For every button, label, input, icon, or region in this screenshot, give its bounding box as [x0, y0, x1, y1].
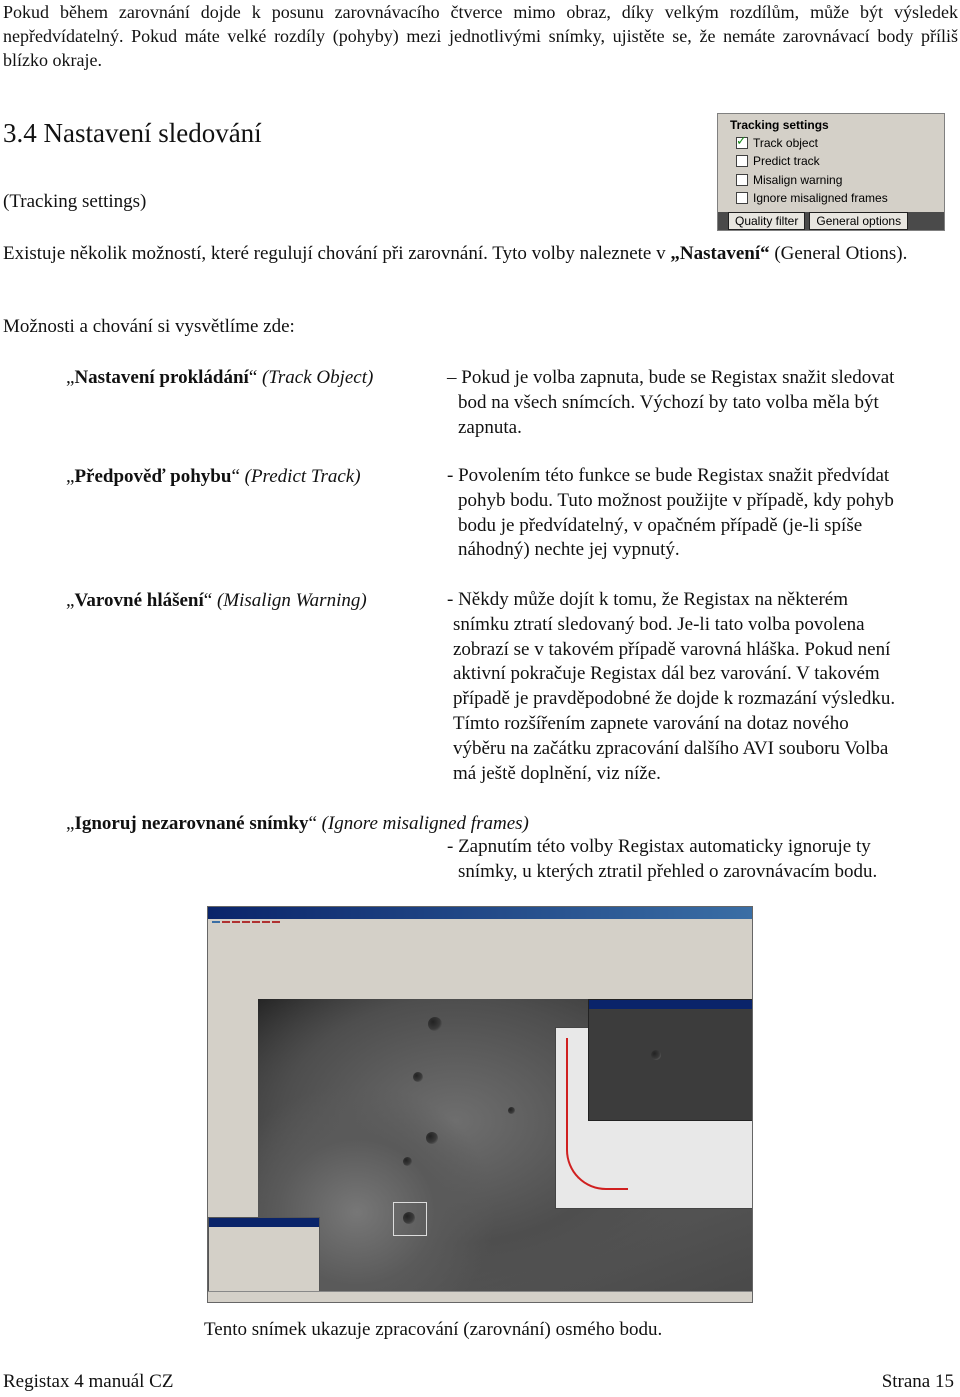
- checkbox-label: Ignore misaligned frames: [753, 191, 888, 205]
- predict-track-checkbox[interactable]: [736, 154, 820, 168]
- option-term-track-object: „Nastavení prokládání“ (Track Object): [66, 367, 374, 388]
- option-desc-misalign-warning: - Někdy může dojít k tomu, že Registax na některém snímku ztratí sledovaný bod. Je-li tato volba povolena zobrazí se v takovém případě varovná hláška. Pokud není aktivní pokračuje Registax dál bez varování. V takovém případě je pravděpodobné že dojde k rozmazání výsledku. Tímto rozšířením zapnete varování na dotaz nového výběru na začátku zpracování dalšího AVI souboru Volba má ještě doplnění, viz níže.: [447, 589, 896, 784]
- general-options-button[interactable]: General options: [809, 212, 908, 230]
- registax-screenshot: [207, 906, 753, 1303]
- checkbox-unchecked-icon: [736, 155, 748, 167]
- footer-page-number: Strana 15: [881, 1371, 954, 1392]
- description-bold: „Nastavení“: [670, 243, 770, 264]
- preview-header: [589, 1000, 753, 1009]
- crater: [428, 1017, 442, 1031]
- track-object-checkbox[interactable]: [736, 136, 818, 150]
- section-subtitle: (Tracking settings): [3, 191, 147, 212]
- info-header: [209, 1218, 319, 1227]
- screenshot-statusbar: [208, 1291, 752, 1302]
- option-term-misalign-warning: „Varovné hlášení“ (Misalign Warning): [66, 590, 367, 611]
- figure-caption: Tento snímek ukazuje zpracování (zarovnání) osmého bodu.: [204, 1319, 663, 1340]
- crater: [403, 1157, 412, 1166]
- panel-button-row: [718, 212, 944, 230]
- description-paragraph: Existuje několik možností, které regulují chování při zarovnání. Tyto volby naleznete v „Nastavení“ (General Otions).: [3, 243, 908, 264]
- footer-title: Registax 4 manuál CZ: [3, 1371, 174, 1392]
- intro-paragraph: Pokud během zarovnání dojde k posunu zarovnávacího čtverce mimo obraz, díky velkým rozdílům, může být výsledek nepředvídatelný. Pokud máte velké rozdíly (pohyby) mezi jednotlivými snímky, ujistěte se, že nemáte zarovnávací body příliš blízko okraje.: [3, 2, 958, 70]
- option-term-predict-track: „Předpověď pohybu“ (Predict Track): [66, 466, 361, 487]
- checkbox-label: Track object: [753, 136, 818, 150]
- alignment-box[interactable]: [393, 1202, 427, 1236]
- options-intro: Možnosti a chování si vysvětlíme zde:: [3, 316, 295, 337]
- crater: [413, 1072, 423, 1082]
- alignment-preview-window: [588, 999, 753, 1121]
- checkbox-label: Misalign warning: [753, 173, 843, 187]
- option-term-ignore-misaligned: „Ignoruj nezarovnané snímky“ (Ignore misaligned frames): [66, 813, 529, 834]
- crater: [508, 1107, 515, 1114]
- checkbox-label: Predict track: [753, 154, 820, 168]
- screenshot-toolbar: [208, 919, 752, 999]
- section-title: 3.4 Nastavení sledování: [3, 118, 262, 148]
- option-desc-track-object: – Pokud je volba zapnuta, bude se Registax snažit sledovat bod na všech snímcích. Výchozí by tato volba měla být zapnuta.: [447, 367, 895, 438]
- option-desc-predict-track: - Povolením této funkce se bude Registax snažit předvídat pohyb bodu. Tuto možnost použijte v případě, kdy pohyb bodu je předvídatelný, v opačném případě (je-li spíše náhodný) nechte jej vypnutý.: [447, 465, 894, 561]
- checkbox-checked-icon: [736, 137, 748, 149]
- checkbox-unchecked-icon: [736, 192, 748, 204]
- screenshot-tabs: [212, 921, 280, 923]
- crater: [426, 1132, 438, 1144]
- option-desc-ignore-misaligned: - Zapnutím této volby Registax automaticky ignoruje ty snímky, u kterých ztratil přehled o zarovnávacím bodu.: [447, 836, 878, 882]
- quality-filter-button[interactable]: Quality filter: [728, 212, 805, 230]
- checkbox-unchecked-icon: [736, 174, 748, 186]
- tracking-settings-panel: [717, 113, 945, 231]
- misalign-warning-checkbox[interactable]: [736, 173, 842, 187]
- ignore-misaligned-checkbox[interactable]: [736, 191, 888, 205]
- screenshot-titlebar: [208, 907, 752, 919]
- panel-title: Tracking settings: [730, 118, 829, 132]
